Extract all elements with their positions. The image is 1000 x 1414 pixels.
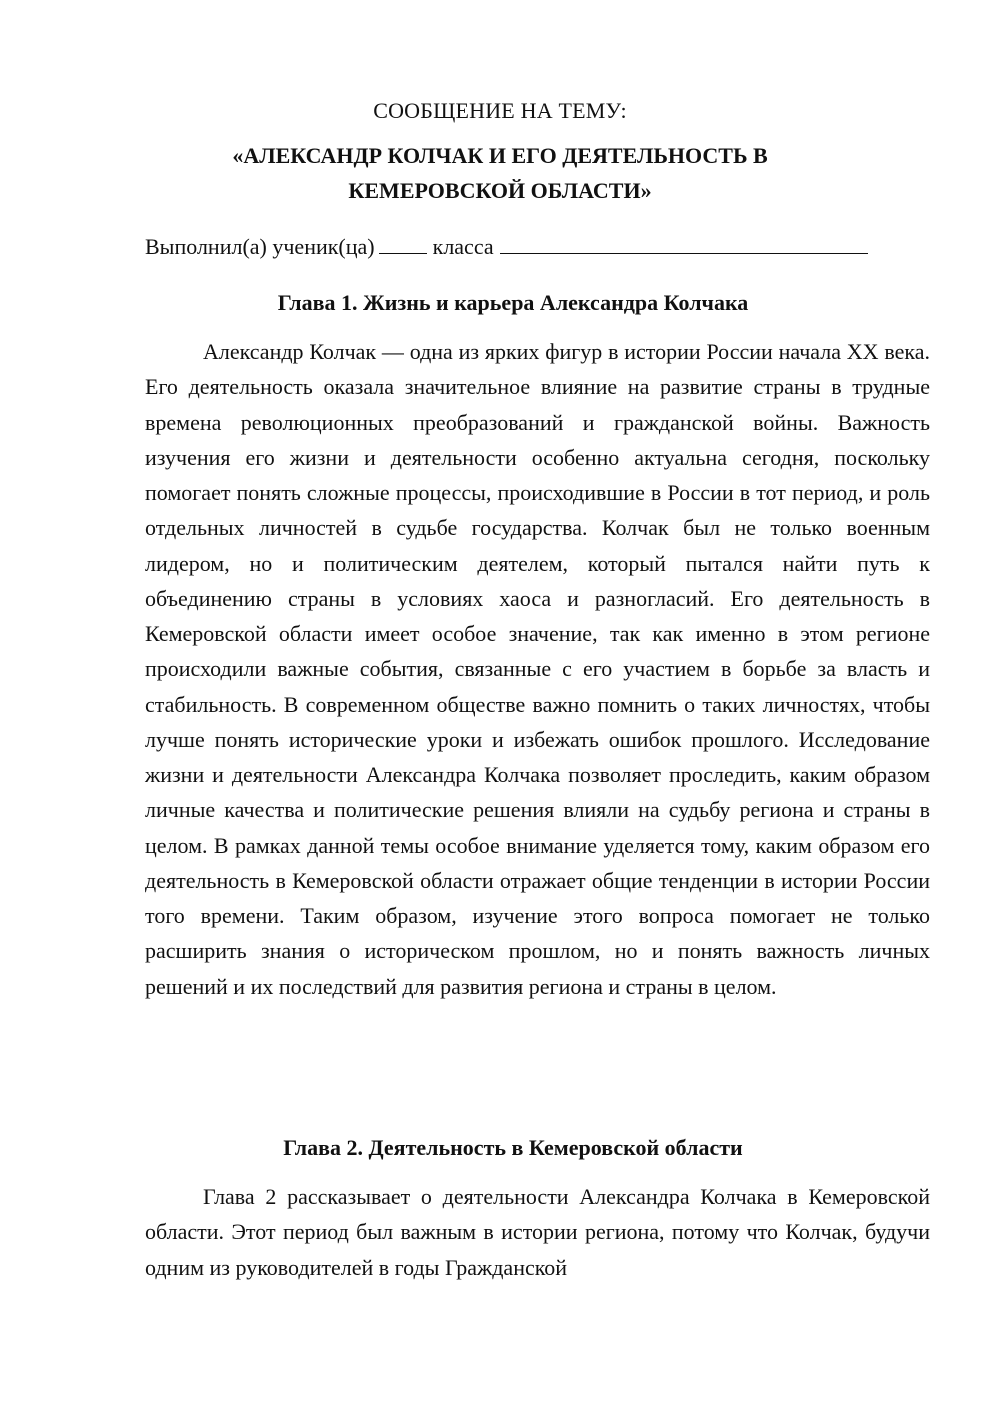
chapter-1-heading: Глава 1. Жизнь и карьера Александра Колчака <box>277 290 749 315</box>
chapter-1-paragraph: Александр Колчак — одна из ярких фигур в истории России начала XX века. Его деятельность оказала значительное влияние на развитие страны в трудные времена революционных преобразований и гражданской войны. Важность изучения его жизни и деятельности особенно актуальна сегодня, поскольку помогает понять сложные процессы, происходившие в России в тот период, и роль отдельных личностей в судьбе государства. Колчак был не только военным лидером, но и политическим деятелем, который пытался найти путь к объединению страны в условиях хаоса и разногласий. Его деятельность в Кемеровской области имеет особое значение, так как именно в этом регионе происходили важные события, связанные с его участием в борьбе за власть и стабильность. В современном обществе важно помнить о таких личностях, чтобы лучше понять исторические уроки и избежать ошибок прошлого. Исследование жизни и деятельности Александра Колчака позволяет проследить, каким образом личные качества и политические решения влияли на судьбу региона и страны в целом. В рамках данной темы особое внимание уделяется тому, каким образом его деятельность в Кемеровской области отражает общие тенденции в истории России того времени. Таким образом, изучение этого вопроса помогает не только расширить знания о историческом прошлом, но и понять важность личных решений и их последствий для развития региона и страны в целом. <box>145 339 930 999</box>
title-line-2: КЕМЕРОВСКОЙ ОБЛАСТИ» <box>348 178 652 203</box>
class-label: класса <box>432 234 494 259</box>
subject-line: СООБЩЕНИЕ НА ТЕМУ: <box>373 98 627 123</box>
signature-line <box>145 232 935 262</box>
title-line-1: «АЛЕКСАНДР КОЛЧАК И ЕГО ДЕЯТЕЛЬНОСТЬ В <box>232 143 768 168</box>
chapter-2-paragraph: Глава 2 рассказывает о деятельности Александра Колчака в Кемеровской области. Этот период был важным в истории региона, потому что Колчак, будучи одним из руководителей в годы Гражданской <box>145 1184 930 1280</box>
student-name-blank <box>500 233 868 254</box>
class-number-blank <box>379 233 427 254</box>
chapter-2-heading: Глава 2. Деятельность в Кемеровской области <box>283 1135 743 1160</box>
performed-by-label: Выполнил(а) ученик(ца) <box>145 234 375 259</box>
